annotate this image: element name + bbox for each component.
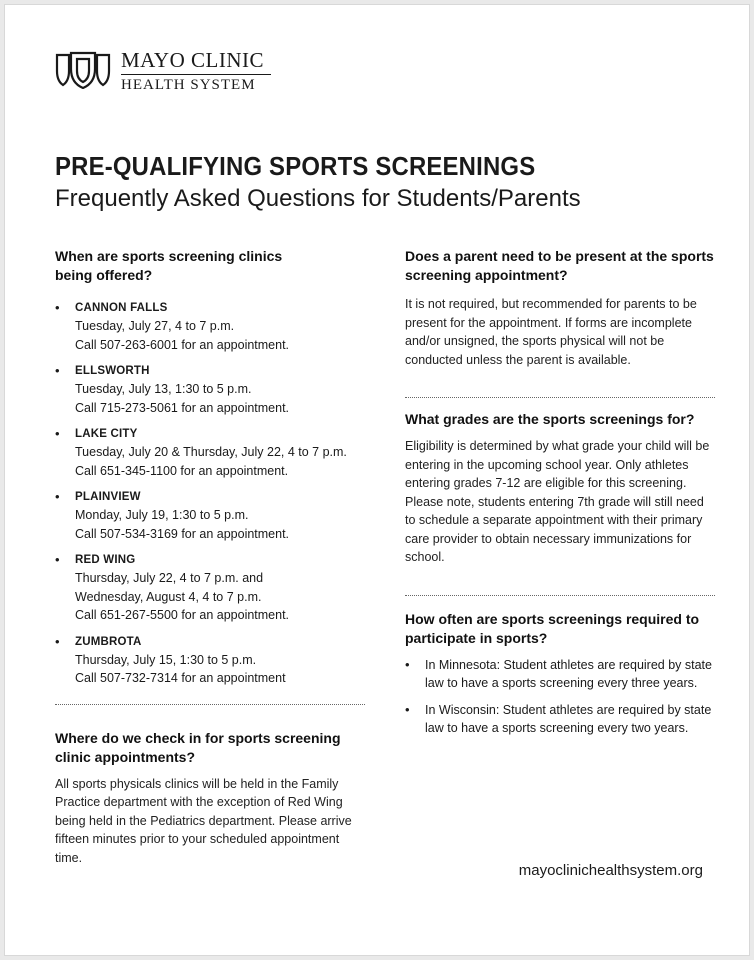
- list-item: [55, 425, 365, 480]
- right-column: [405, 247, 715, 746]
- mayo-clinic-logo: [55, 49, 271, 94]
- clinic-detail: Call 507-534-3169 for an appointment.: [75, 526, 290, 541]
- clinic-name: • RED WING: [75, 554, 136, 566]
- three-shields-icon: [55, 49, 111, 94]
- state-list: [405, 656, 715, 738]
- clinic-detail: Call 715-273-5061 for an appointment.: [75, 400, 290, 415]
- website-link[interactable]: mayoclinichealthsystem.org: [518, 862, 703, 879]
- clinic-detail: Wednesday, August 4, 4 to 7 p.m.: [75, 589, 262, 604]
- question-frequency: How often are sports screenings required to participate in sports?: [405, 610, 700, 646]
- logo-title: MAYO CLINIC: [121, 48, 264, 72]
- page-subtitle: Frequently Asked Questions for Students/Parents: [55, 185, 581, 212]
- answer-check-in: All sports physicals clinics will be held in the Family Practice department with the exception of Red Wing being held in the Pediatrics department. Please arrive fifteen minutes prior to your scheduled appointment time.: [55, 776, 352, 865]
- question-check-in: Where do we check in for sports screening clinic appointments?: [55, 729, 341, 765]
- question-parent-present: Does a parent need to be present at the sports screening appointment?: [405, 248, 714, 283]
- logo-subtitle: HEALTH SYSTEM: [121, 77, 256, 93]
- clinic-name: • CANNON FALLS: [75, 302, 168, 314]
- clinic-detail: Tuesday, July 13, 1:30 to 5 p.m.: [75, 382, 252, 396]
- question-clinic-dates: When are sports screening clinics being offered?: [55, 248, 283, 283]
- clinic-detail: Call 507-732-7314 for an appointment: [75, 671, 286, 685]
- divider: [55, 704, 365, 705]
- clinic-detail: Call 651-345-1100 for an appointment.: [75, 463, 289, 478]
- clinic-detail: Thursday, July 15, 1:30 to 5 p.m.: [75, 652, 257, 667]
- document-page: [4, 4, 750, 956]
- list-item: [55, 633, 365, 688]
- divider: [405, 397, 715, 398]
- list-item: [55, 299, 365, 354]
- list-item: • In Wisconsin: Student athletes are required by state law to have a sports screening every two years.: [405, 701, 715, 738]
- clinic-detail: Tuesday, July 20 & Thursday, July 22, 4 to 7 p.m.: [75, 445, 347, 459]
- clinic-detail: Thursday, July 22, 4 to 7 p.m. and: [75, 571, 264, 585]
- clinic-name: • LAKE CITY: [75, 428, 138, 440]
- list-item: [55, 551, 365, 625]
- clinic-detail: Monday, July 19, 1:30 to 5 p.m.: [75, 508, 249, 522]
- answer-parent-present: It is not required, but recommended for parents to be present for the appointment. If forms are incomplete and/or unsigned, the sports physical will not be conducted unless the parent is available.: [405, 297, 697, 367]
- clinic-name: • ELLSWORTH: [75, 365, 150, 377]
- list-item: • In Minnesota: Student athletes are required by state law to have a sports screening every three years.: [405, 656, 715, 693]
- page-title: PRE-QUALIFYING SPORTS SCREENINGS: [55, 151, 536, 181]
- clinic-detail: Call 651-267-5500 for an appointment.: [75, 608, 290, 622]
- question-grades: What grades are the sports screenings for?: [405, 411, 695, 427]
- left-column: [55, 247, 365, 867]
- clinic-list: [55, 299, 365, 688]
- answer-grades: Eligibility is determined by what grade your child will be entering in the upcoming school year. Only athletes entering grades 7-12 are eligible for this screening. Please note, students entering 7th grade will still need to schedule a separate appointment with their primary care provider to obtain necessary immunizations for school.: [405, 439, 710, 564]
- list-item: [55, 362, 365, 417]
- clinic-detail: Call 507-263-6001 for an appointment.: [75, 337, 290, 352]
- clinic-detail: Tuesday, July 27, 4 to 7 p.m.: [75, 319, 235, 333]
- logo-rule: [121, 74, 271, 75]
- list-item: [55, 488, 365, 543]
- clinic-name: • PLAINVIEW: [75, 491, 141, 503]
- divider: [405, 595, 715, 596]
- clinic-name: • ZUMBROTA: [75, 635, 142, 648]
